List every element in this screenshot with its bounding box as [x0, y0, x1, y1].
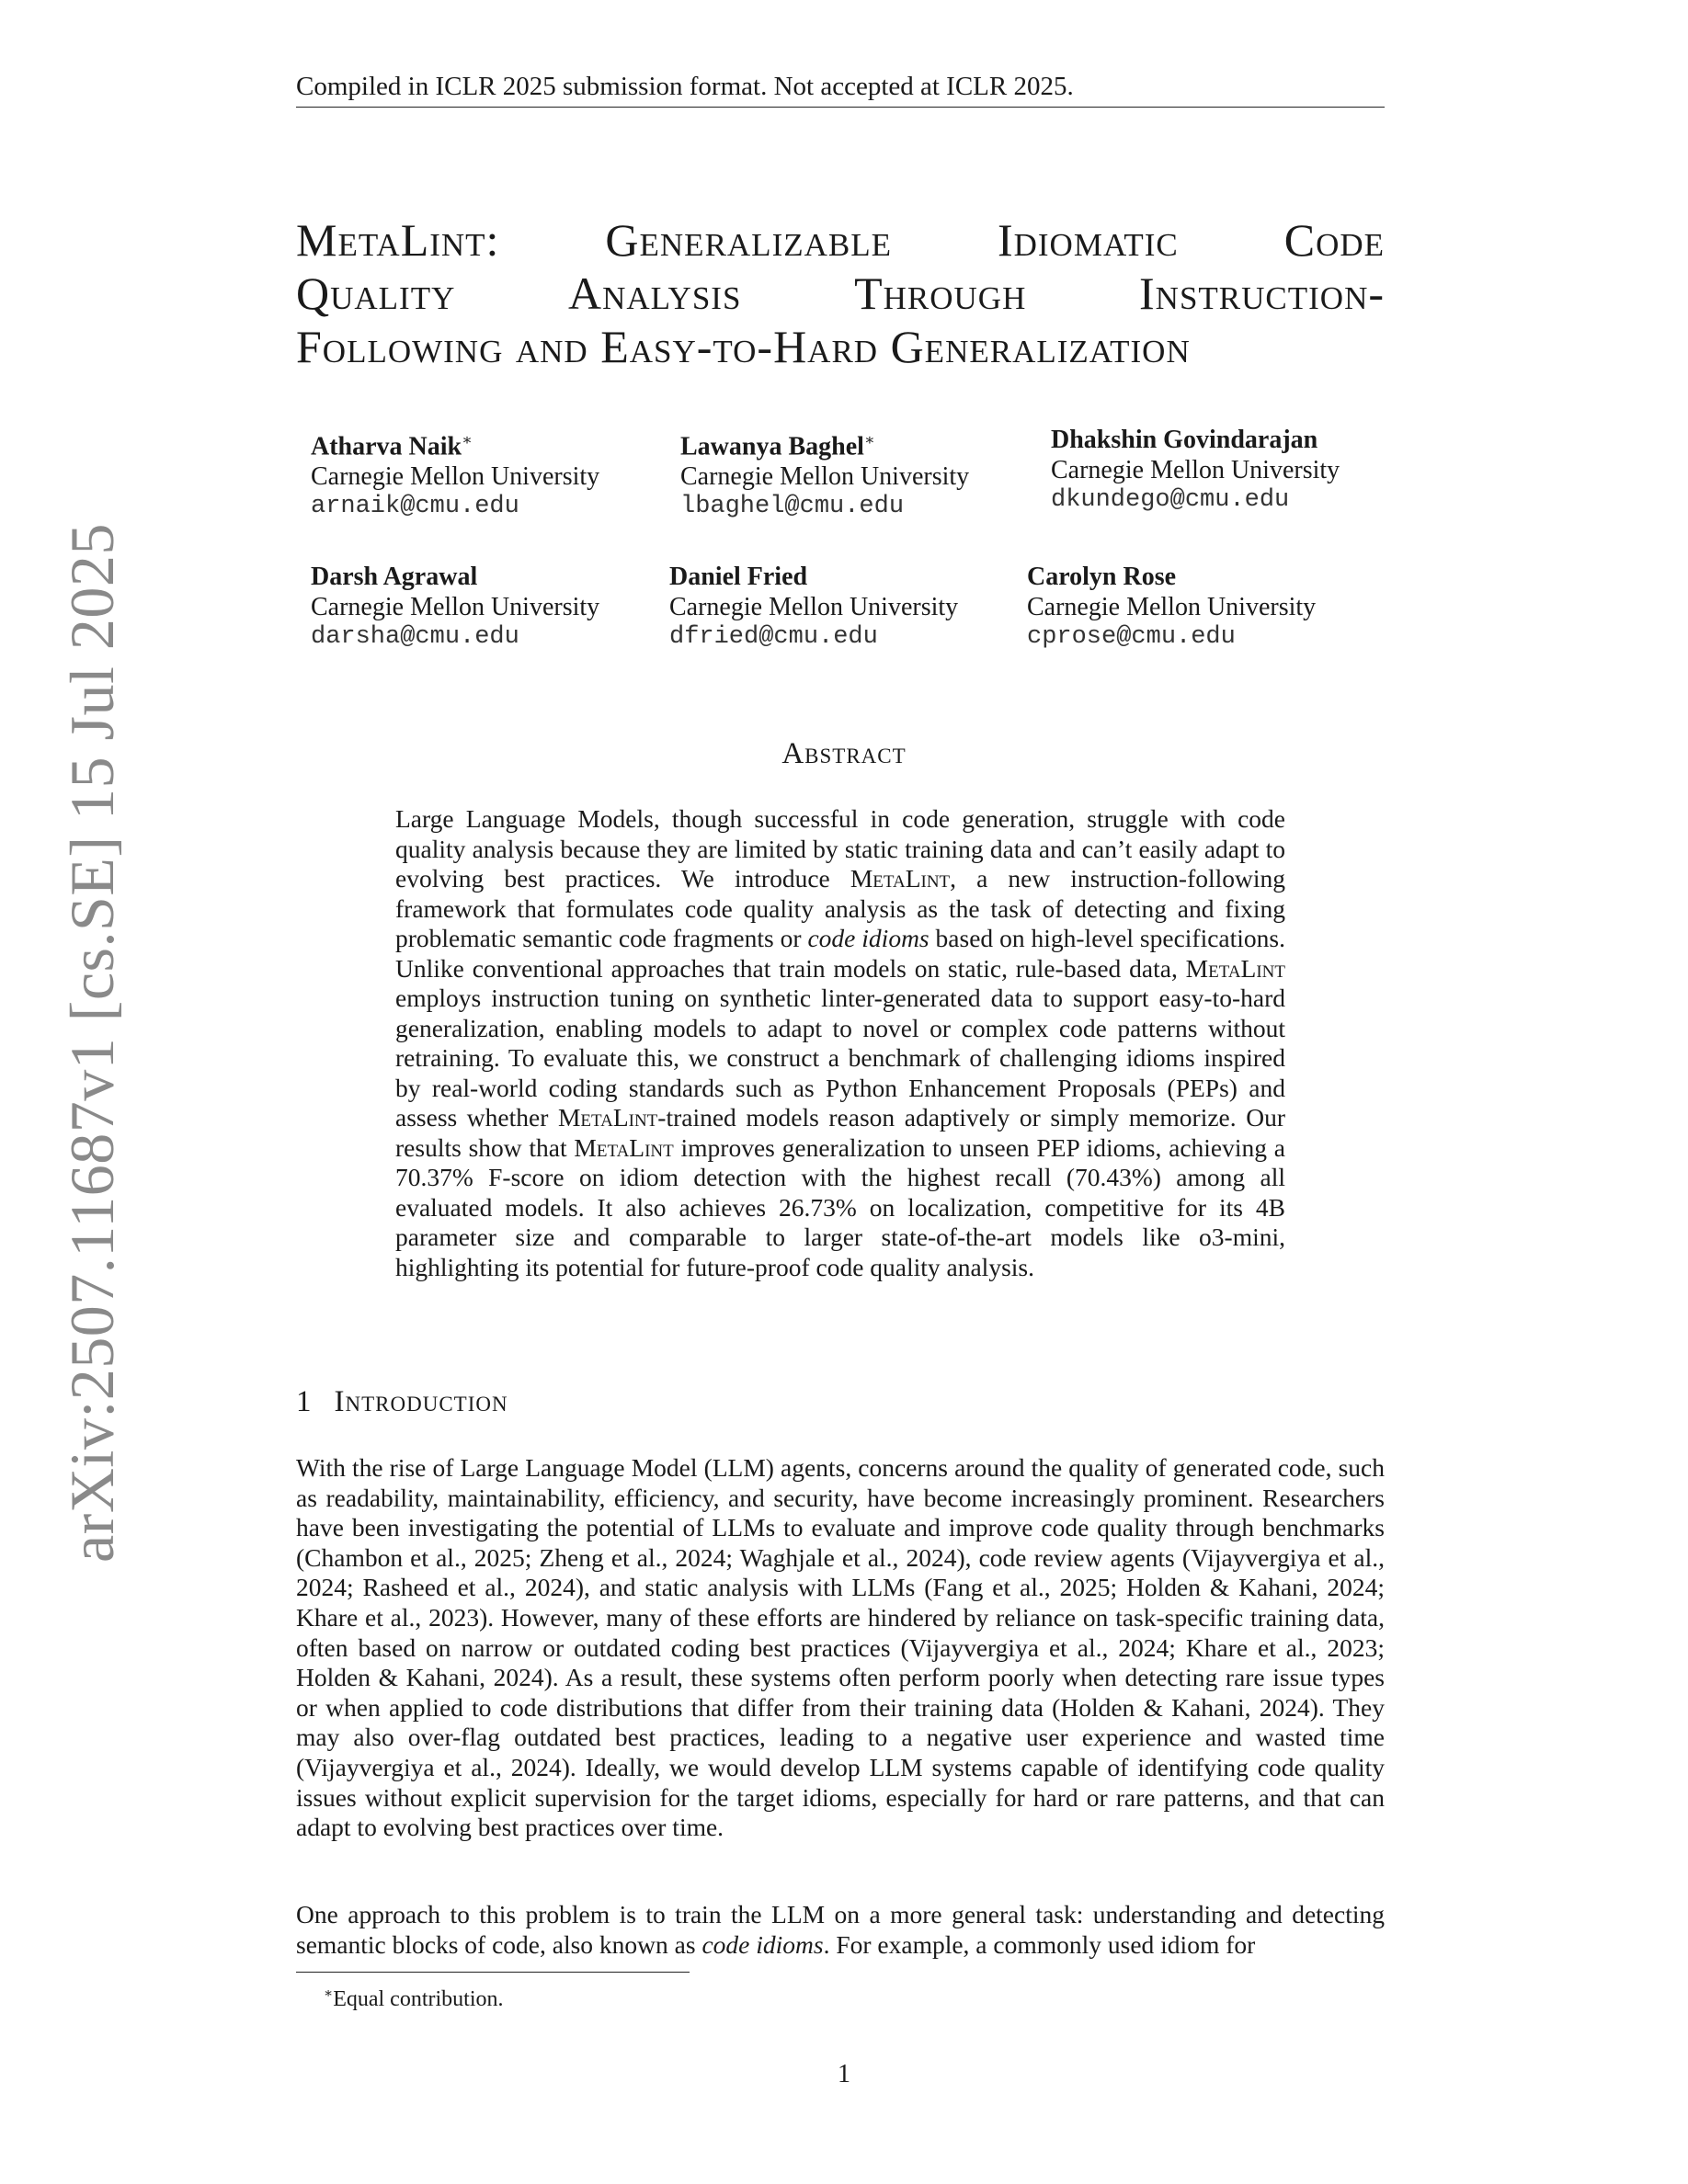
author-affiliation: Carnegie Mellon University [680, 462, 970, 492]
title-word: Following and Easy-to-Hard Generalization [296, 321, 1191, 372]
paper-title [296, 213, 1385, 373]
author-affiliation: Carnegie Mellon University [1051, 456, 1340, 484]
title-word: Quality [296, 267, 456, 319]
running-header: Compiled in ICLR 2025 submission format. Not accepted at ICLR 2025. [296, 70, 1385, 108]
title-line-1 [296, 213, 1385, 267]
title-word: Generalizable [605, 214, 892, 266]
section-title-text: Introduction [334, 1385, 508, 1418]
author-affiliation: Carnegie Mellon University [311, 462, 600, 492]
abstract-segment: -trained models reason adaptively or simply memorize. Our results show that [395, 1103, 1285, 1162]
title-line-3 [296, 320, 1385, 373]
author-name: Carolyn Rose [1027, 563, 1177, 591]
title-word: Analysis [568, 267, 742, 319]
author-block [1051, 425, 1340, 516]
method-name: MetaLint [1185, 953, 1285, 983]
author-name: Lawanya Baghel [680, 432, 864, 461]
author-affiliation: Carnegie Mellon University [311, 593, 600, 621]
abstract-segment: Large Language Models, though successful in code generation, struggle with code quality analysis because they are limited by static training data and can’t easily adapt to evolving best practices. We introduce [395, 804, 1285, 893]
title-word: Instruction- [1139, 267, 1385, 319]
author-affiliation: Carnegie Mellon University [1027, 593, 1317, 621]
section-number: 1 [296, 1385, 313, 1418]
author-block [311, 425, 599, 522]
footnote-divider [296, 1972, 690, 1973]
section-heading [296, 1383, 508, 1420]
author-email[interactable]: darsha@cmu.edu [311, 623, 519, 651]
method-name: MetaLint [850, 864, 951, 893]
intro-paragraph-2 [296, 1900, 1385, 1960]
title-line-2 [296, 267, 1385, 320]
paragraph-segment: . For example, a commonly used idiom for [823, 1929, 1256, 1959]
title-word: MetaLint: [296, 214, 500, 266]
abstract-segment: improves generalization to unseen PEP idioms, achieving a 70.37% F-score on idiom detection with the highest recall (70.43%) among all evaluated models. It also achieves 26.73% on localization, competitive for its 4B parameter size and comparable to larger state-of-the-art models like o3-mini, highlighting its potential for future-proof code quality analysis. [395, 1132, 1285, 1281]
emphasis-term: code idioms [701, 1929, 824, 1959]
abstract-segment: based on high-level specifications. Unlike conventional approaches that train models on static, rule-based data, [395, 924, 1285, 983]
author-name: Dhakshin Govindarajan [1051, 426, 1318, 454]
abstract-heading: Abstract [781, 737, 907, 770]
author-email[interactable]: lbaghel@cmu.edu [680, 493, 905, 521]
author-name: Darsh Agrawal [311, 563, 478, 591]
title-word: Through [854, 267, 1027, 319]
footnote [324, 1980, 504, 2013]
emphasis-term: code idioms [807, 924, 930, 952]
method-name: MetaLint [557, 1103, 658, 1132]
footnote-text: Equal contribution. [333, 1987, 504, 2011]
author-block [1027, 562, 1316, 653]
footnote-mark: ∗ [324, 1986, 334, 2001]
equal-contribution-mark: ∗ [863, 431, 875, 449]
arxiv-identifier: arXiv:2507.11687v1 [cs.SE] 15 Jul 2025 [57, 523, 127, 1563]
author-block [669, 562, 958, 653]
method-name: MetaLint [574, 1132, 674, 1162]
author-affiliation: Carnegie Mellon University [669, 593, 959, 621]
author-name: Daniel Fried [669, 563, 808, 591]
title-word: Idiomatic [997, 214, 1179, 266]
paragraph-segment: One approach to this problem is to train the LLM on a more general task: understanding and detecting semantic blocks of code, also known as [296, 1900, 1385, 1959]
author-email[interactable]: dfried@cmu.edu [669, 623, 878, 651]
title-word: Code [1283, 214, 1385, 266]
author-email[interactable]: arnaik@cmu.edu [311, 493, 519, 521]
abstract-segment: employs instruction tuning on synthetic linter-generated data to support easy-to-hard generalization, enabling models to adapt to novel or complex code patterns without retraining. To evaluate this, we construct a benchmark of challenging idioms inspired by real-world coding standards such as Python Enhancement Proposals (PEPs) and assess whether [395, 984, 1285, 1132]
author-block [311, 562, 599, 653]
abstract-segment: , a new instruction-following framework that formulates code quality analysis as the task of detecting and fixing problematic semantic code fragments or [395, 864, 1286, 952]
author-email[interactable]: dkundego@cmu.edu [1051, 486, 1290, 514]
author-name: Atharva Naik [311, 432, 462, 461]
intro-paragraph-1: With the rise of Large Language Model (LLM) agents, concerns around the quality of generated code, such as readability, maintainability, efficiency, and security, have become increasingly prominent. Researchers have been investigating the potential of LLMs to evaluate and improve code quality through benchmarks (Chambon et al., 2025; Zheng et al., 2024; Waghjale et al., 2024), code review agents (Vijayvergiya et al., 2024; Rasheed et al., 2024), and static analysis with LLMs (Fang et al., 2025; Holden & Kahani, 2024; Khare et al., 2023). However, many of these efforts are hindered by reliance on task-specific training data, often based on narrow or outdated coding best practices (Vijayvergiya et al., 2024; Khare et al., 2023; Holden & Kahani, 2024). As a result, these systems often perform poorly when detecting rare issue types or when applied to code distributions that differ from their training data (Holden & Kahani, 2024). They may also over-flag outdated best practices, leading to a negative user experience and wasted time (Vijayvergiya et al., 2024). Ideally, we would develop LLM systems capable of identifying code quality issues without explicit supervision for the target idioms, especially for hard or rare patterns, and that can adapt to evolving best practices over time. [296, 1453, 1385, 1842]
page-number: 1 [838, 2060, 850, 2088]
equal-contribution-mark: ∗ [462, 431, 473, 449]
author-block [680, 425, 969, 522]
author-email[interactable]: cprose@cmu.edu [1027, 623, 1236, 651]
abstract-text [395, 804, 1285, 1282]
